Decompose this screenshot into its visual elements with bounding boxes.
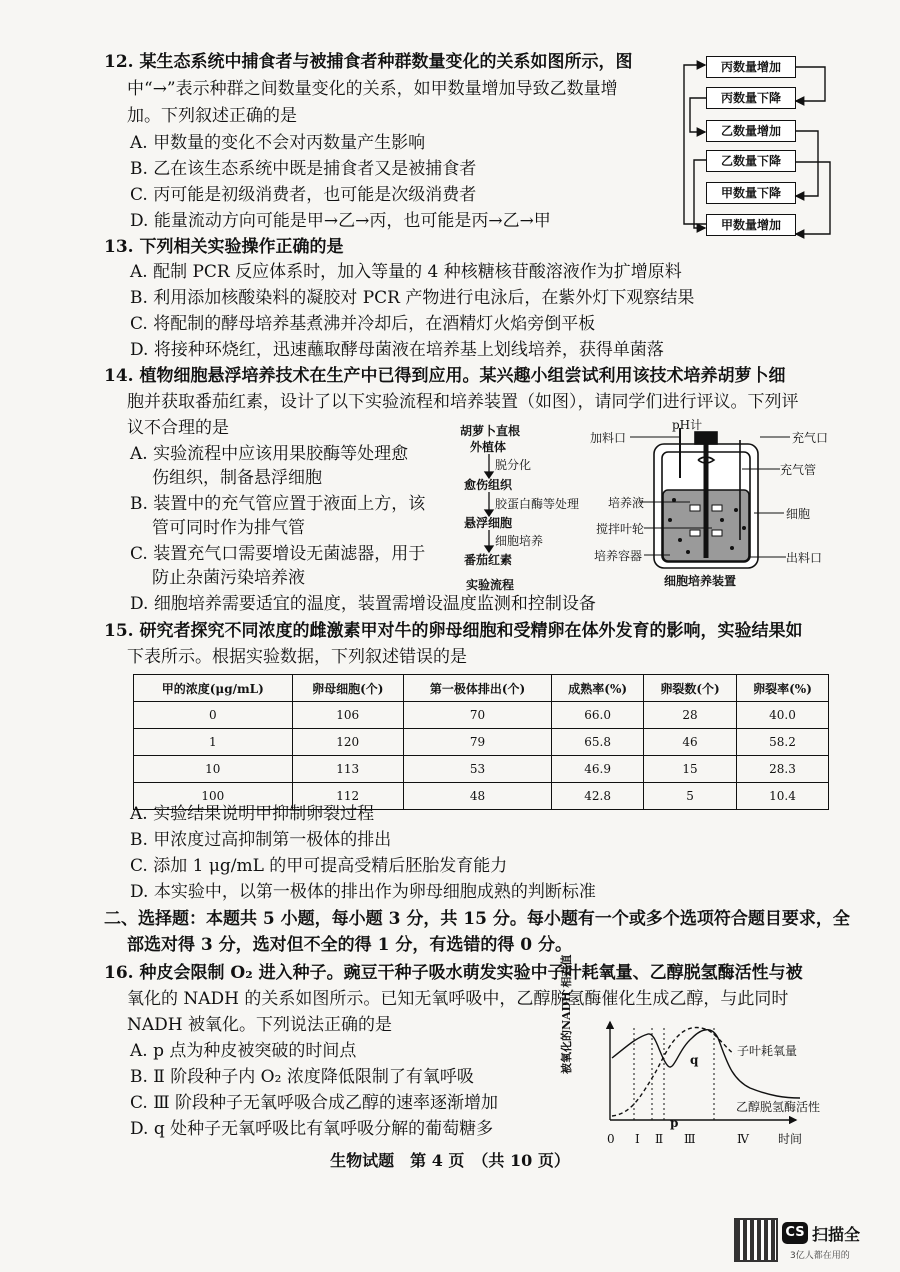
q12-option-d: D. 能量流动方向可能是甲→乙→丙，也可能是丙→乙→甲 bbox=[130, 211, 551, 231]
q12-line-1: 12. 某生态系统中捕食者与被捕食者种群数量变化的关系如图所示，图 bbox=[104, 52, 633, 72]
q16-option-a: A. p 点为种皮被突破的时间点 bbox=[130, 1041, 357, 1061]
graph-point-q: q bbox=[690, 1053, 699, 1067]
device-label-cells: 细胞 bbox=[786, 507, 811, 521]
q14-option-c-2: 防止杂菌污染培养液 bbox=[152, 568, 305, 588]
q15-option-b: B. 甲浓度过高抑制第一极体的排出 bbox=[130, 830, 392, 850]
flow-step-1: 脱分化 bbox=[495, 458, 532, 472]
section-2-line-2: 部选对得 3 分，选对但不全的得 1 分，有选错的得 0 分。 bbox=[127, 935, 572, 955]
q16-line-2: 氧化的 NADH 的关系如图所示。已知无氧呼吸中，乙醇脱氢酶催化生成乙醇，与此同时 bbox=[127, 989, 789, 1009]
q15-data-table bbox=[133, 674, 829, 810]
diagram-arrows bbox=[680, 56, 840, 246]
table-cell: 120 bbox=[292, 729, 403, 756]
diagram-box-5: 甲数量下降 bbox=[706, 182, 796, 204]
device-caption: 细胞培养装置 bbox=[664, 574, 737, 588]
q13-option-b: B. 利用添加核酸染料的凝胶对 PCR 产物进行电泳后，在紫外灯下观察结果 bbox=[130, 288, 695, 308]
q14-option-b-1: B. 装置中的充气管应置于液面上方，该 bbox=[130, 494, 426, 514]
table-cell: 106 bbox=[292, 702, 403, 729]
graph-stage-4: Ⅳ bbox=[737, 1132, 749, 1146]
q15-option-a: A. 实验结果说明甲抑制卵裂过程 bbox=[130, 804, 375, 824]
device-label-medium: 培养液 bbox=[608, 496, 645, 510]
q12-option-c: C. 丙可能是初级消费者，也可能是次级消费者 bbox=[130, 185, 477, 205]
q14-option-c-1: C. 装置充气口需要增设无菌滤器，用于 bbox=[130, 544, 426, 564]
table-cell: 10 bbox=[134, 756, 293, 783]
page-footer: 生物试题 第 4 页 （共 10 页） bbox=[330, 1151, 570, 1170]
table-cell: 58.2 bbox=[737, 729, 829, 756]
q15-option-c: C. 添加 1 μg/mL 的甲可提高受精后胚胎发育能力 bbox=[130, 856, 508, 876]
q12-line-2: 中“→”表示种群之间数量变化的关系，如甲数量增加导致乙数量增 bbox=[127, 79, 618, 99]
flow-step-3: 细胞培养 bbox=[495, 534, 544, 548]
flow-step-2: 胶蛋白酶等处理 bbox=[495, 497, 580, 511]
table-header: 卵裂数(个) bbox=[644, 675, 737, 702]
q16-line-3: NADH 被氧化。下列说法正确的是 bbox=[127, 1015, 393, 1035]
q15-option-d: D. 本实验中，以第一极体的排出作为卵母细胞成熟的判断标准 bbox=[130, 882, 596, 902]
q15-line-2: 下表所示。根据实验数据，下列叙述错误的是 bbox=[127, 647, 467, 667]
table-cell: 46.9 bbox=[552, 756, 644, 783]
device-label-container: 培养容器 bbox=[594, 549, 643, 563]
flow-arrows bbox=[480, 452, 500, 562]
table-cell: 46 bbox=[644, 729, 737, 756]
diagram-box-3: 乙数量增加 bbox=[706, 120, 796, 142]
q14-line-2: 胞并获取番茄红素，设计了以下实验流程和培养装置（如图），请同学们进行评议。下列评 bbox=[127, 392, 799, 412]
diagram-box-2: 丙数量下降 bbox=[706, 87, 796, 109]
graph-stage-1: Ⅰ bbox=[635, 1132, 640, 1146]
table-header: 第一极体排出(个) bbox=[403, 675, 551, 702]
table-header: 甲的浓度(μg/mL) bbox=[134, 675, 293, 702]
table-cell: 53 bbox=[403, 756, 551, 783]
flow-item-4: 悬浮细胞 bbox=[464, 516, 513, 530]
table-row bbox=[134, 729, 829, 756]
section-2-line-1: 二、选择题：本题共 5 小题，每小题 3 分，共 15 分。每小题有一个或多个选项符合题目要求，全 bbox=[104, 909, 850, 929]
q14-option-b-2: 管可同时作为排气管 bbox=[152, 518, 305, 538]
q14-line-3: 议不合理的是 bbox=[127, 418, 229, 438]
table-header: 卵裂率(%) bbox=[737, 675, 829, 702]
device-label-feed: 加料口 bbox=[590, 431, 627, 445]
table-header: 卵母细胞(个) bbox=[292, 675, 403, 702]
graph-xlabel: 时间 bbox=[778, 1132, 803, 1146]
q14-option-d: D. 细胞培养需要适宜的温度，装置需增设温度监测和控制设备 bbox=[130, 594, 596, 614]
qr-code-icon bbox=[734, 1218, 778, 1262]
q12-line-3: 加。下列叙述正确的是 bbox=[127, 106, 297, 126]
q14-option-a-1: A. 实验流程中应该用果胶酶等处理愈 bbox=[130, 444, 409, 464]
table-cell: 0 bbox=[134, 702, 293, 729]
table-cell: 40.0 bbox=[737, 702, 829, 729]
table-cell: 112 bbox=[292, 783, 403, 810]
graph-curve-label-adh: 乙醇脱氢酶活性 bbox=[736, 1100, 821, 1114]
device-label-outlet: 出料口 bbox=[786, 551, 823, 565]
q12-option-b: B. 乙在该生态系统中既是捕食者又是被捕食者 bbox=[130, 159, 477, 179]
graph-plot bbox=[600, 1018, 820, 1136]
table-cell: 28.3 bbox=[737, 756, 829, 783]
table-cell: 100 bbox=[134, 783, 293, 810]
table-cell: 15 bbox=[644, 756, 737, 783]
q14-option-a-2: 伤组织，制备悬浮细胞 bbox=[152, 468, 322, 488]
table-cell: 1 bbox=[134, 729, 293, 756]
q16-line-1: 16. 种皮会限制 O₂ 进入种子。豌豆干种子吸水萌发实验中子叶耗氧量、乙醇脱氢酶活性与被 bbox=[104, 963, 803, 983]
device-leader-lines bbox=[580, 420, 800, 570]
cs-logo: CS bbox=[782, 1222, 808, 1244]
table-cell: 65.8 bbox=[552, 729, 644, 756]
device-label-ph: pH计 bbox=[672, 418, 703, 432]
table-row bbox=[134, 702, 829, 729]
device-label-impeller: 搅拌叶轮 bbox=[596, 522, 645, 536]
device-label-gas-inlet: 充气口 bbox=[792, 431, 829, 445]
graph-point-p: p bbox=[670, 1116, 679, 1130]
graph-stage-2: Ⅱ bbox=[655, 1132, 664, 1146]
q12-option-a: A. 甲数量的变化不会对丙数量产生影响 bbox=[130, 133, 426, 153]
flow-item-2: 外植体 bbox=[470, 440, 507, 454]
q13-option-d: D. 将接种环烧红，迅速蘸取酵母菌液在培养基上划线培养，获得单菌落 bbox=[130, 340, 664, 360]
q16-option-d: D. q 处种子无氧呼吸比有氧呼吸分解的葡萄糖多 bbox=[130, 1119, 494, 1139]
watermark-subtext: 3亿人都在用的 bbox=[790, 1251, 850, 1261]
flow-item-1: 胡萝卜直根 bbox=[460, 424, 521, 438]
diagram-box-4: 乙数量下降 bbox=[706, 150, 796, 172]
flow-item-5: 番茄红素 bbox=[464, 553, 513, 567]
table-cell: 48 bbox=[403, 783, 551, 810]
graph-stage-3: Ⅲ bbox=[684, 1132, 696, 1146]
table-header: 成熟率(%) bbox=[552, 675, 644, 702]
graph-origin: 0 bbox=[607, 1132, 615, 1146]
device-label-gas-tube: 充气管 bbox=[780, 463, 817, 477]
diagram-box-6: 甲数量增加 bbox=[706, 214, 796, 236]
table-cell: 5 bbox=[644, 783, 737, 810]
q16-option-c: C. Ⅲ 阶段种子无氧呼吸合成乙醇的速率逐渐增加 bbox=[130, 1093, 499, 1113]
table-cell: 113 bbox=[292, 756, 403, 783]
graph-ylabel: 被氧化的NADH 相对值 bbox=[560, 954, 573, 1074]
q16-option-b: B. Ⅱ 阶段种子内 O₂ 浓度降低限制了有氧呼吸 bbox=[130, 1067, 474, 1087]
q13-option-c: C. 将配制的酵母培养基煮沸并冷却后，在酒精灯火焰旁倒平板 bbox=[130, 314, 596, 334]
table-header-row bbox=[134, 675, 829, 702]
q13-stem: 13. 下列相关实验操作正确的是 bbox=[104, 237, 344, 257]
q13-option-a: A. 配制 PCR 反应体系时，加入等量的 4 种核糖核苷酸溶液作为扩增原料 bbox=[130, 262, 682, 282]
diagram-box-1: 丙数量增加 bbox=[706, 56, 796, 78]
q15-line-1: 15. 研究者探究不同浓度的雌激素甲对牛的卵母细胞和受精卵在体外发育的影响，实验结果如 bbox=[104, 621, 803, 641]
table-cell: 28 bbox=[644, 702, 737, 729]
table-cell: 66.0 bbox=[552, 702, 644, 729]
flow-caption: 实验流程 bbox=[466, 578, 515, 592]
table-cell: 70 bbox=[403, 702, 551, 729]
table-cell: 10.4 bbox=[737, 783, 829, 810]
table-cell: 79 bbox=[403, 729, 551, 756]
table-row bbox=[134, 756, 829, 783]
table-cell: 42.8 bbox=[552, 783, 644, 810]
q14-line-1: 14. 植物细胞悬浮培养技术在生产中已得到应用。某兴趣小组尝试利用该技术培养胡萝卜细 bbox=[104, 366, 786, 386]
flow-item-3: 愈伤组织 bbox=[464, 478, 513, 492]
graph-curve-label-oxygen: 子叶耗氧量 bbox=[737, 1044, 798, 1058]
watermark-text: 扫描全 bbox=[812, 1225, 861, 1244]
